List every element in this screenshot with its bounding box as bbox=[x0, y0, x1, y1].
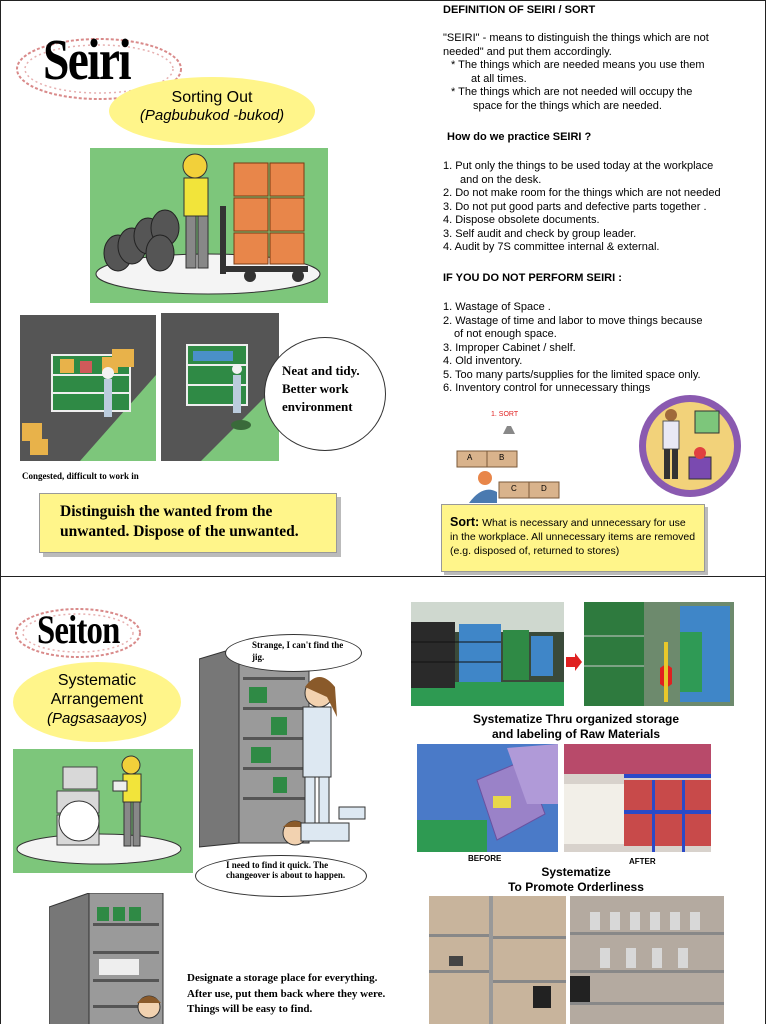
raw-materials-before-image bbox=[417, 744, 558, 852]
not-perform-heading: IF YOU DO NOT PERFORM SEIRI : bbox=[443, 272, 622, 284]
worker-cart-icon bbox=[90, 148, 328, 303]
practice-list bbox=[443, 160, 763, 255]
seiton-subtitle-line1: Systematic bbox=[57, 672, 137, 689]
sort-definition-body: What is necessary and unnecessary for use in the workplace. All unnecessary items are removed (e.g. disposed of, returned to stores) bbox=[450, 517, 696, 557]
box-label-a: A bbox=[467, 453, 473, 462]
seiton-panel bbox=[0, 576, 766, 1024]
find-quick-bubble bbox=[195, 855, 367, 897]
congested-shelf-icon bbox=[20, 315, 156, 461]
distinguish-text: Distinguish the wanted from the unwanted. Dispose of the unwanted. bbox=[60, 503, 299, 540]
storage-worker-illustration bbox=[13, 749, 193, 873]
purple-circle-illustration bbox=[637, 393, 743, 499]
practice-item: 2. Do not make room for the things which are not needed bbox=[443, 187, 721, 199]
sort-definition-text bbox=[442, 505, 704, 558]
not-perform-item: 5. Too many parts/supplies for the limited space only. bbox=[443, 368, 701, 381]
cant-find-jig-bubble bbox=[225, 634, 362, 672]
not-perform-item: 1. Wastage of Space . bbox=[443, 301, 551, 313]
tidy-shelf-illustration bbox=[161, 313, 279, 461]
distinguish-note-box bbox=[39, 493, 337, 553]
definition-line: needed" and put them accordingly. bbox=[443, 45, 612, 58]
sort-illustration bbox=[453, 406, 568, 503]
raw-materials-after-image bbox=[564, 744, 711, 852]
seiri-logo-text: Seiri bbox=[43, 27, 130, 92]
seiton-subtitle-line3: (Pagsasaayos) bbox=[46, 710, 148, 727]
warehouse-after-image bbox=[584, 602, 734, 706]
practice-item: 4. Dispose obsolete documents. bbox=[443, 214, 600, 226]
seiri-subtitle-oval bbox=[109, 77, 315, 145]
cant-find-jig-text: Strange, I can't find the jig. bbox=[252, 640, 344, 662]
definition-line: space for the things which are needed. bbox=[473, 99, 662, 112]
after-label: AFTER bbox=[629, 857, 656, 866]
designate-text: Designate a storage place for everything. After use, put them back where they were. Things will be easy to find. bbox=[187, 972, 386, 1015]
disposal-person-icon bbox=[637, 393, 743, 499]
practice-heading: How do we practice SEIRI ? bbox=[447, 131, 592, 143]
raw-materials-before-photo bbox=[417, 744, 558, 852]
find-quick-text: I need to find it quick. The changeover is about to happen. bbox=[226, 860, 346, 880]
neat-tidy-text: Neat and tidy. Better work environment bbox=[282, 363, 360, 414]
shoe-shelf-photo-right bbox=[570, 896, 724, 1024]
practice-item: 4. Audit by 7S committee internal & external. bbox=[443, 241, 660, 253]
sort-label: 1. SORT bbox=[491, 411, 519, 418]
seiton-logo-text: Seiton bbox=[37, 607, 120, 652]
seiton-subtitle-line2: Arrangement bbox=[50, 691, 144, 708]
definition-line: * The things which are needed means you use them bbox=[451, 59, 705, 71]
box-label-d: D bbox=[541, 484, 547, 493]
shoe-shelf-right-image bbox=[570, 896, 724, 1024]
raw-materials-after-photo bbox=[564, 744, 711, 852]
not-perform-item: of not enough space. bbox=[454, 328, 557, 340]
practice-item: 3. Do not put good parts and defective parts together . bbox=[443, 200, 707, 213]
seiri-subtitle-line2: (Pagbubukod -bukod) bbox=[139, 107, 285, 124]
definition-body bbox=[443, 32, 763, 113]
orderliness-caption-1: Systematize bbox=[541, 865, 611, 879]
cabinet-search-illustration bbox=[199, 647, 379, 877]
congested-caption: Congested, difficult to work in bbox=[22, 471, 139, 481]
shelf-person-icon bbox=[49, 893, 185, 1024]
not-perform-item: 3. Improper Cabinet / shelf. bbox=[443, 341, 576, 354]
cabinet-people-icon bbox=[199, 647, 379, 877]
orderliness-caption-2: To Promote Orderliness bbox=[508, 880, 644, 894]
shoe-shelf-left-image bbox=[429, 896, 566, 1024]
definition-heading: DEFINITION OF SEIRI / SORT bbox=[443, 4, 596, 16]
not-perform-item: 4. Old inventory. bbox=[443, 355, 523, 367]
not-perform-item: 2. Wastage of time and labor to move things because bbox=[443, 314, 703, 327]
not-perform-item: 6. Inventory control for unnecessary things bbox=[443, 382, 651, 393]
box-label-b: B bbox=[499, 453, 505, 462]
warehouse-before-photo bbox=[411, 602, 564, 706]
warehouse-after-photo bbox=[584, 602, 734, 706]
before-label: BEFORE bbox=[468, 854, 502, 863]
practice-item: 1. Put only the things to be used today at the workplace bbox=[443, 160, 714, 172]
storage-shelf-illustration bbox=[49, 893, 185, 1024]
congested-shelf-illustration bbox=[20, 315, 156, 461]
neat-tidy-speech-bubble bbox=[264, 337, 386, 451]
shoe-shelf-photo-left bbox=[429, 896, 566, 1024]
practice-item: and on the desk. bbox=[460, 173, 542, 186]
practice-item: 3. Self audit and check by group leader. bbox=[443, 227, 637, 240]
raw-materials-caption-1: Systematize Thru organized storage bbox=[472, 712, 680, 726]
seiton-logo bbox=[13, 599, 143, 661]
red-arrow-icon bbox=[566, 653, 582, 671]
worker-boxes-icon bbox=[13, 749, 193, 873]
definition-line: * The things which are not needed will occupy the bbox=[451, 86, 693, 98]
box-label-c: C bbox=[511, 484, 517, 493]
not-perform-list bbox=[443, 301, 763, 393]
tidy-shelf-icon bbox=[161, 313, 279, 461]
sort-definition-bold: Sort: bbox=[450, 515, 480, 529]
seiton-subtitle-oval bbox=[13, 662, 181, 742]
definition-line: at all times. bbox=[471, 72, 527, 85]
sorting-worker-illustration bbox=[90, 148, 328, 303]
seiri-subtitle-line1: Sorting Out bbox=[171, 89, 253, 106]
warehouse-before-image bbox=[411, 602, 564, 706]
raw-materials-caption-2: and labeling of Raw Materials bbox=[491, 727, 661, 741]
definition-line: "SEIRI" - means to distinguish the things which are not bbox=[443, 32, 709, 44]
sort-definition-box bbox=[441, 504, 705, 572]
